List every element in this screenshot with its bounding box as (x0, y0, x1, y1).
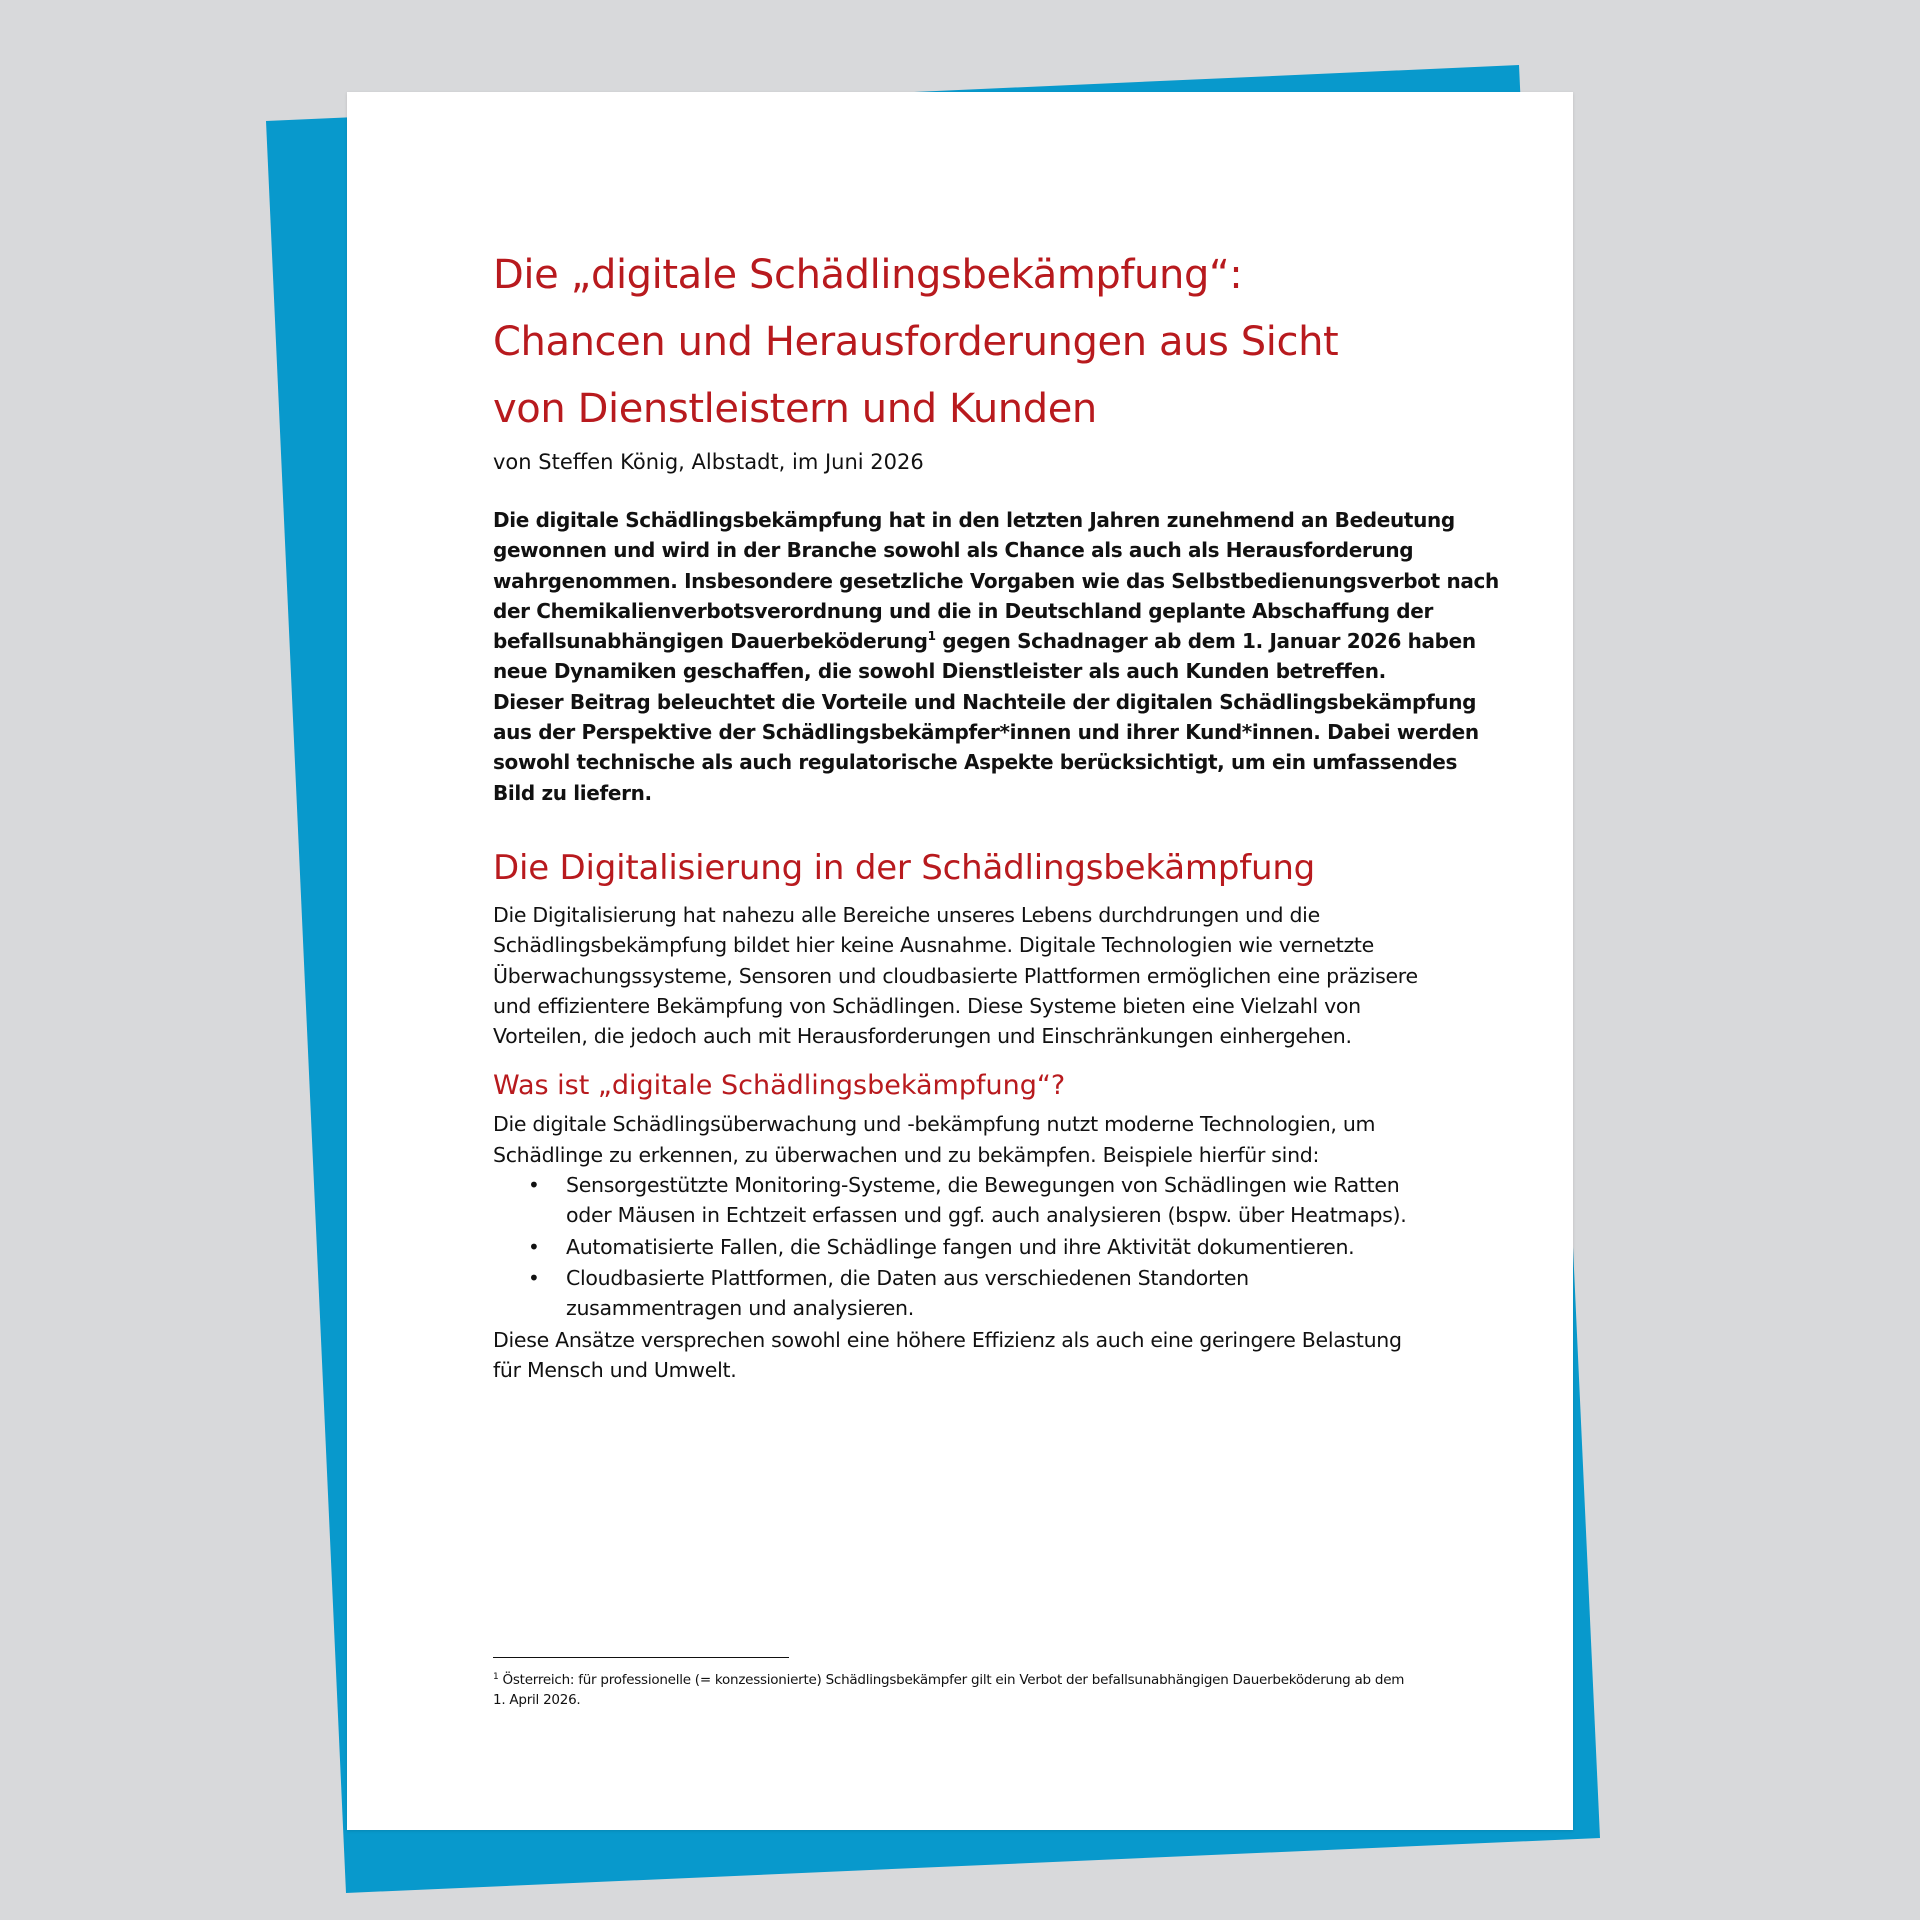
byline: von Steffen König, Albstadt, im Juni 2026 (493, 450, 924, 474)
paragraph-line: Schädlinge zu erkennen, zu überwachen und zu bekämpfen. Beispiele hierfür sind: (493, 1142, 1320, 1167)
abstract-line-end: gegen Schadnager ab dem 1. Januar 2026 haben (935, 629, 1476, 654)
list-item-line: Sensorgestützte Monitoring-Systeme, die Bewegungen von Schädlingen wie Ratten (566, 1173, 1400, 1198)
title-line: Die „digitale Schädlingsbekämpfung“: (493, 252, 1243, 298)
paragraph-line: für Mensch und Umwelt. (493, 1357, 737, 1382)
document-title (493, 242, 1433, 443)
paragraph-line: Schädlingsbekämpfung bildet hier keine Ausnahme. Digitale Technologien wie vernetzte (493, 933, 1374, 958)
subsection-heading-was-ist: Was ist „digitale Schädlingsbekämpfung“? (493, 1070, 1066, 1102)
bullet-icon: • (528, 1234, 540, 1259)
title-line: von Dienstleistern und Kunden (493, 386, 1097, 432)
section-heading-digitalisierung: Die Digitalisierung in der Schädlingsbekämpfung (493, 847, 1316, 888)
paragraph-line: Diese Ansätze versprechen sowohl eine höhere Effizienz als auch eine geringere Belastung (493, 1327, 1402, 1352)
list-item-line: oder Mäusen in Echtzeit erfassen und ggf. auch analysieren (bspw. über Heatmaps). (566, 1203, 1407, 1228)
footnote-separator (493, 1657, 789, 1658)
abstract-line: Dieser Beitrag beleuchtet die Vorteile und Nachteile der digitalen Schädlingsbekämpfung (493, 689, 1477, 714)
footnote (493, 1670, 1453, 1710)
list-item-line: Cloudbasierte Plattformen, die Daten aus verschiedenen Standorten (566, 1265, 1249, 1290)
footnote-line (493, 1670, 1453, 1690)
document-content (493, 242, 1499, 1385)
paragraph-line: Vorteilen, die jedoch auch mit Herausforderungen und Einschränkungen einhergehen. (493, 1024, 1352, 1049)
paragraph-line: Überwachungssysteme, Sensoren und cloudbasierte Plattformen ermöglichen eine präzisere (493, 963, 1418, 988)
footnote-marker: 1 (493, 1672, 499, 1682)
footnote-reference[interactable]: 1 (927, 629, 936, 644)
abstract-line-with-footnote (493, 626, 1476, 656)
paragraph-line: und effizientere Bekämpfung von Schädlingen. Diese Systeme bieten eine Vielzahl von (493, 993, 1361, 1018)
abstract-line: wahrgenommen. Insbesondere gesetzliche Vorgaben wie das Selbstbedienungsverbot nach (493, 568, 1499, 593)
footnote-line: 1. April 2026. (493, 1692, 581, 1708)
abstract-line: gewonnen und wird in der Branche sowohl als Chance als auch als Herausforderung (493, 538, 1414, 563)
abstract-line: der Chemikalienverbotsverordnung und die in Deutschland geplante Abschaffung der (493, 598, 1433, 623)
list-item-line: zusammentragen und analysieren. (566, 1296, 914, 1321)
list-item (528, 1170, 1433, 1231)
bullet-icon: • (528, 1265, 540, 1290)
list-item (528, 1232, 1433, 1262)
abstract-line: aus der Perspektive der Schädlingsbekämpfer*innen und ihrer Kund*innen. Dabei werden (493, 720, 1479, 745)
title-line: Chancen und Herausforderungen aus Sicht (493, 319, 1339, 365)
subsection-outro-paragraph (493, 1325, 1433, 1386)
subsection-intro-paragraph (493, 1109, 1433, 1170)
examples-bullet-list (493, 1170, 1433, 1323)
abstract-line: sowohl technische als auch regulatorische Aspekte berücksichtigt, um ein umfassendes (493, 750, 1458, 775)
document-page (347, 92, 1573, 1830)
paragraph-line: Die digitale Schädlingsüberwachung und -bekämpfung nutzt moderne Technologien, um (493, 1112, 1376, 1137)
section-digitalisierung-paragraph (493, 900, 1433, 1051)
abstract-line-start: befallsunabhängigen Dauerbeköderung (493, 629, 928, 654)
abstract-line: neue Dynamiken geschaffen, die sowohl Dienstleister als auch Kunden betreffen. (493, 659, 1386, 684)
abstract (493, 505, 1499, 808)
paragraph-line: Die Digitalisierung hat nahezu alle Bereiche unseres Lebens durchdrungen und die (493, 902, 1320, 927)
bullet-icon: • (528, 1173, 540, 1198)
footnote-text: Österreich: für professionelle (= konzessionierte) Schädlingsbekämpfer gilt ein Verbot der befallsunabhängigen Dauerbeköderung ab dem (498, 1672, 1405, 1688)
abstract-line: Bild zu liefern. (493, 780, 652, 805)
list-item-line: Automatisierte Fallen, die Schädlinge fangen und ihre Aktivität dokumentieren. (566, 1234, 1355, 1259)
list-item (528, 1263, 1433, 1324)
abstract-line: Die digitale Schädlingsbekämpfung hat in den letzten Jahren zunehmend an Bedeutung (493, 508, 1455, 532)
